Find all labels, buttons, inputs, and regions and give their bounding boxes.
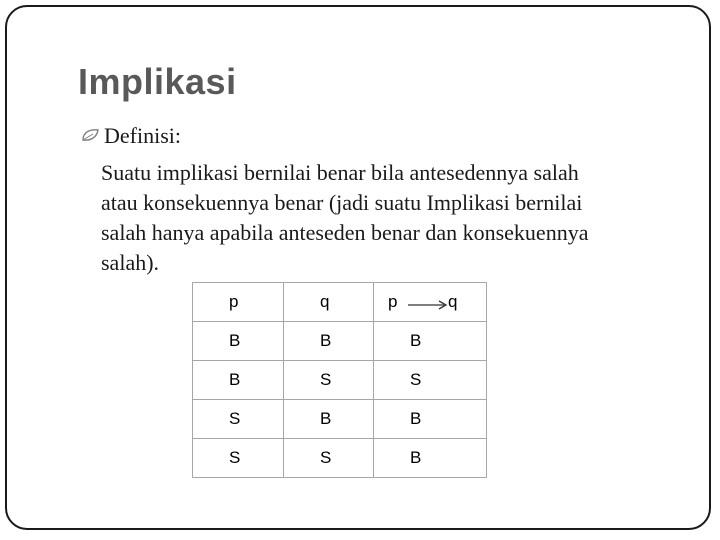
header-p: p [193,283,284,322]
paragraph-line: Suatu implikasi bernilai benar bila antesedennya salah [101,160,579,185]
cell-q: B [284,400,374,439]
header-implication [374,283,487,322]
cell-implication: B [374,400,487,439]
cell-q: B [284,322,374,361]
table-header-row [193,283,487,322]
table-row [193,439,487,478]
cell-q: S [284,439,374,478]
cell-q: S [284,361,374,400]
cell-implication: B [374,322,487,361]
implication-consequent: q [448,292,458,311]
cell-p: B [193,322,284,361]
implication-antecedent: p [388,292,398,311]
cell-p: S [193,439,284,478]
right-arrow-icon [408,299,448,311]
bullet-label: Definisi: [104,123,181,148]
cell-implication: S [374,361,487,400]
definition-paragraph [101,158,701,278]
paragraph-line: salah). [101,250,160,275]
paragraph-line: salah hanya apabila anteseden benar dan konsekuennya [101,220,589,245]
cell-implication: B [374,439,487,478]
truth-table [192,282,487,478]
table-row [193,400,487,439]
paragraph-line: atau konsekuennya benar (jadi suatu Implikasi bernilai [101,190,583,215]
bullet-item [80,122,181,150]
table-row [193,322,487,361]
slide-title: Implikasi [78,61,237,102]
table-row [193,361,487,400]
cell-p: S [193,400,284,439]
header-q: q [284,283,374,322]
leaf-bullet-icon [80,126,102,146]
cell-p: B [193,361,284,400]
